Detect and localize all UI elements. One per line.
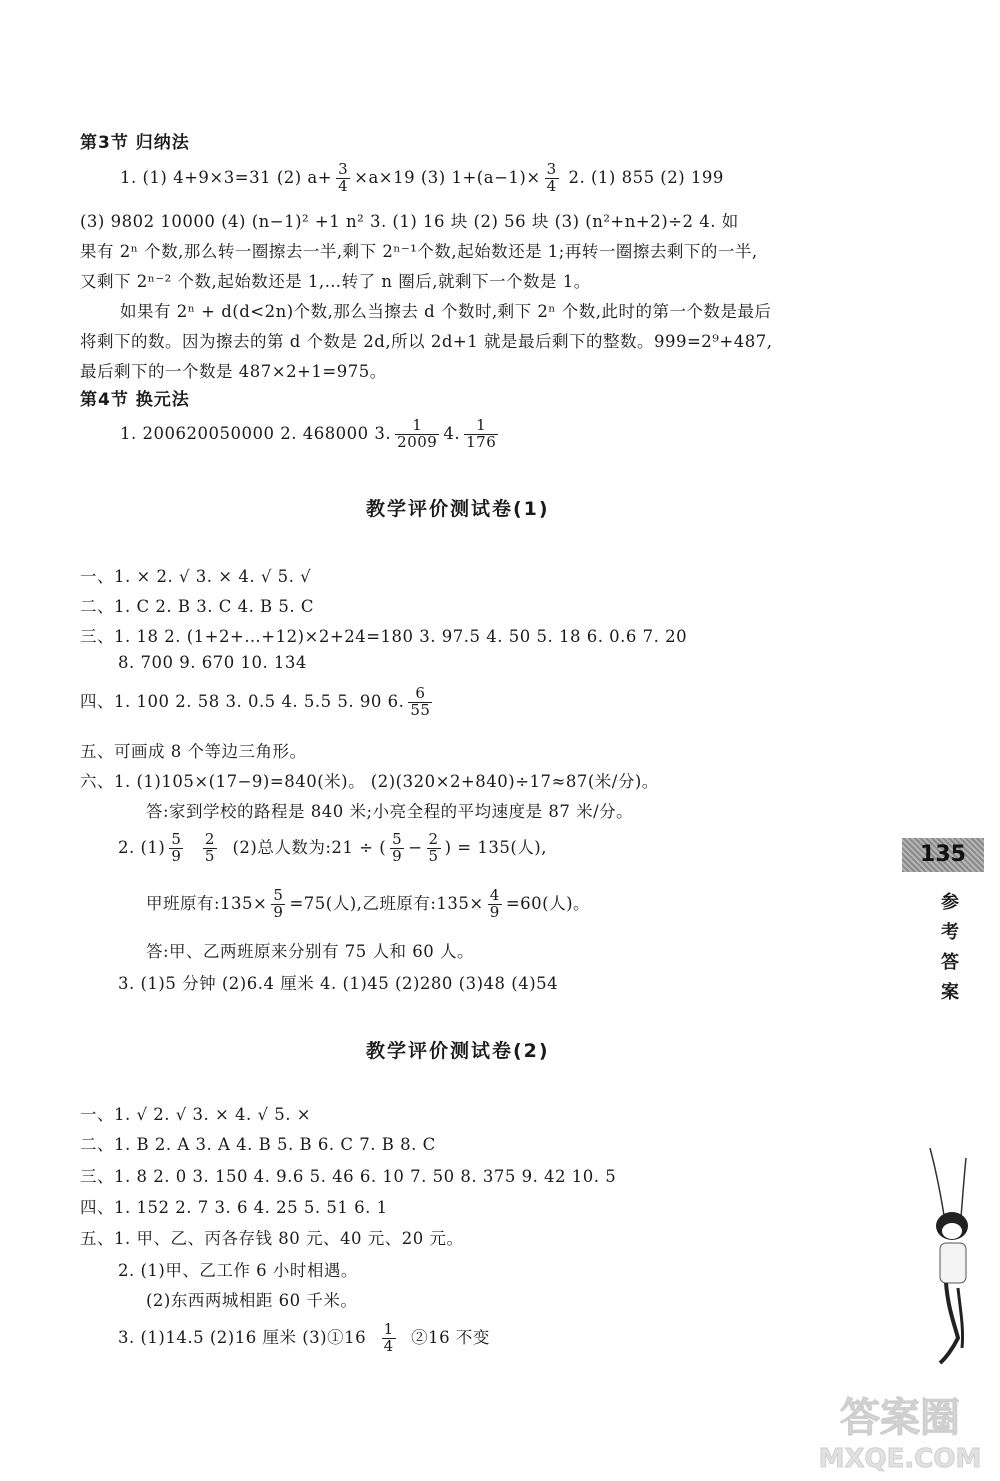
fraction: $\frac{1}{4}$ (383, 1320, 394, 1355)
text: ) = 135(人), (444, 837, 547, 857)
test1-row-4 (80, 686, 436, 719)
cartoon-child-illustration-icon (918, 1148, 978, 1373)
section-3-title: 第3节 归纳法 (80, 133, 190, 153)
fraction: $\frac{3}{4}$ (546, 160, 557, 195)
sec3-line-2: (3) 9802 10000 (4) (n−1)² +1 n² 3. (1) 16 块 (2) 56 块 (3) (n²+n+2)÷2 4. 如 (80, 212, 739, 231)
test2-row-3: 三、1. 8 2. 0 3. 150 4. 9.6 5. 46 6. 10 7. 50 8. 375 9. 42 10. 5 (80, 1167, 617, 1186)
sec3-line-1 (120, 162, 724, 195)
fraction: $\frac{1}{2009}$ (397, 416, 438, 451)
test2-row-2: 二、1. B 2. A 3. A 4. B 5. B 6. C 7. B 8. C (80, 1135, 436, 1154)
watermark-line-1: 答案圈 (840, 1395, 960, 1441)
fraction: $\frac{3}{4}$ (338, 160, 349, 195)
text: 1. (1) 4+9×3=31 (2) a+ (120, 167, 333, 187)
test-2-title: 教学评价测试卷(2) (366, 1040, 550, 1062)
test2-row-7: (2)东西两城相距 60 千米。 (146, 1291, 358, 1310)
test1-row-3: 三、1. 18 2. (1+2+…+12)×2+24=180 3. 97.5 4. 50 5. 18 6. 0.6 7. 20 (80, 627, 688, 646)
test1-row-5: 五、可画成 8 个等边三角形。 (80, 742, 307, 761)
test1-row-9: 答:甲、乙两班原来分别有 75 人和 60 人。 (146, 942, 475, 961)
fraction: $\frac{4}{9}$ (489, 886, 500, 921)
sec4-line-1 (120, 418, 502, 451)
page-number: 135 (902, 838, 984, 872)
sec3-line-7: 最后剩下的一个数是 487×2+1=975。 (80, 362, 387, 381)
section-4-title: 第4节 换元法 (80, 390, 190, 410)
test1-row-8 (146, 888, 590, 921)
test1-row-6: 六、1. (1)105×(17−9)=840(米)。 (2)(320×2+840)÷17≈87(米/分)。 (80, 772, 659, 791)
text: ②16 不变 (411, 1327, 490, 1347)
fraction: $\frac{2}{5}$ (428, 830, 439, 865)
side-label (938, 888, 962, 1008)
test1-row-3b: 8. 700 9. 670 10. 134 (118, 653, 307, 672)
fraction: $\frac{6}{55}$ (410, 684, 431, 719)
test-1-title: 教学评价测试卷(1) (366, 498, 550, 520)
text: ×a×19 (3) 1+(a−1)× (354, 167, 541, 187)
text: 3. (1)14.5 (2)16 厘米 (3)①16 (118, 1327, 367, 1347)
text: 4. (443, 423, 461, 443)
test2-row-5: 五、1. 甲、乙、丙各存钱 80 元、40 元、20 元。 (80, 1229, 464, 1248)
sec3-line-4: 又剩下 2ⁿ⁻² 个数,起始数还是 1,…转了 n 圈后,就剩下一个数是 1。 (80, 272, 591, 291)
watermark-line-2: MXQE.COM (818, 1444, 982, 1474)
side-label-char: 考 (941, 922, 959, 943)
text: =60(人)。 (505, 893, 591, 913)
fraction: $\frac{1}{176}$ (466, 416, 497, 451)
fraction: $\frac{5}{9}$ (392, 830, 403, 865)
fraction: $\frac{5}{9}$ (273, 886, 284, 921)
text: 2. (1) 855 (2) 199 (562, 167, 724, 187)
text: 甲班原有:135× (146, 893, 268, 913)
sec3-line-6: 将剩下的数。因为擦去的第 d 个数是 2d,所以 2d+1 就是最后剩下的整数。999=2⁹+487, (80, 332, 773, 351)
test1-row-2: 二、1. C 2. B 3. C 4. B 5. C (80, 597, 315, 616)
sec3-line-5: 如果有 2ⁿ + d(d<2n)个数,那么当擦去 d 个数时,剩下 2ⁿ 个数,此时的第一个数是最后 (120, 302, 772, 321)
test2-row-1: 一、1. √ 2. √ 3. × 4. √ 5. × (80, 1105, 312, 1124)
test1-row-7 (118, 832, 547, 865)
text: 1. 200620050000 2. 468000 3. (120, 423, 392, 443)
text: =75(人),乙班原有:135× (289, 893, 484, 913)
test2-row-6: 2. (1)甲、乙工作 6 小时相遇。 (118, 1261, 358, 1280)
test2-row-8 (118, 1322, 490, 1355)
side-label-char: 参 (941, 892, 959, 913)
text: 四、1. 100 2. 58 3. 0.5 4. 5.5 5. 90 6. (80, 691, 405, 711)
text: − (408, 837, 423, 857)
test2-row-4: 四、1. 152 2. 7 3. 6 4. 25 5. 51 6. 1 (80, 1198, 388, 1217)
side-label-char: 答 (941, 952, 959, 973)
text: (2)总人数为:21 ÷ ( (232, 837, 387, 857)
fraction: $\frac{5}{9}$ (171, 830, 182, 865)
sec3-line-3: 果有 2ⁿ 个数,那么转一圈擦去一半,剩下 2ⁿ⁻¹个数,起始数还是 1;再转一圈擦去剩下的一半, (80, 242, 758, 261)
test1-row-1: 一、1. × 2. √ 3. × 4. √ 5. √ (80, 567, 312, 586)
fraction: $\frac{2}{5}$ (204, 830, 215, 865)
side-label-char: 案 (941, 982, 959, 1003)
watermark-logo (808, 1385, 993, 1475)
text: 2. (1) (118, 837, 166, 857)
test1-row-10: 3. (1)5 分钟 (2)6.4 厘米 4. (1)45 (2)280 (3)48 (4)54 (118, 974, 559, 993)
test1-row-6b: 答:家到学校的路程是 840 米;小亮全程的平均速度是 87 米/分。 (146, 802, 634, 821)
